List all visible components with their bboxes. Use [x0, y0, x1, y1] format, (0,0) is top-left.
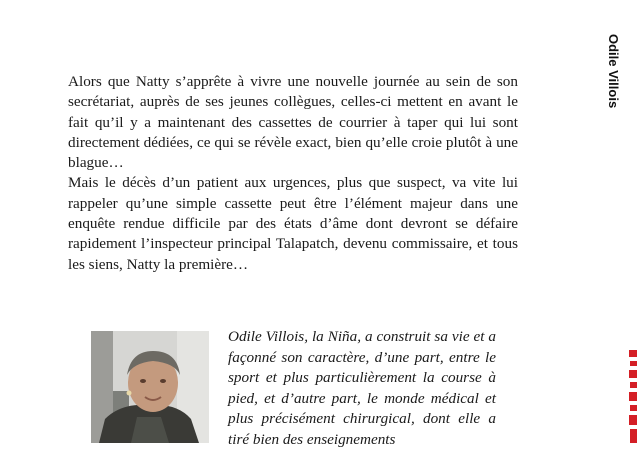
spine-mark-7 — [629, 415, 637, 425]
author-photo — [91, 331, 209, 443]
spine-mark-3 — [629, 370, 637, 378]
back-cover-blurb — [68, 72, 518, 275]
spine-mark-8 — [630, 429, 637, 443]
spine-mark-4 — [630, 382, 637, 388]
spine-mark-6 — [630, 405, 637, 411]
blurb-paragraph-1: Alors que Natty s’apprête à vivre une nouvelle journée au sein de son secrétariat, auprès de ses jeunes collègues, celles-ci mettent en avant le fait qu’il y a maintenant des cassettes de courrier à taper qui lui sont directement dédiées, ce qui se révèle exact, bien qu’elle croie plutôt à une blague… — [68, 73, 518, 172]
author-bio: Odile Villois, la Niña, a construit sa vie et a façonné son caractère, d’une part, entre le sport et plus particulièrement la course à pied, et d’autre part, le monde médical et plus précisément chirurgical, dont elle a tiré bien des enseignements — [228, 328, 496, 448]
spine-author-name: Odile Villois — [606, 34, 621, 109]
spine-mark-1 — [629, 350, 637, 357]
spine-mark-2 — [630, 361, 637, 366]
blurb-paragraph-2: Mais le décès d’un patient aux urgences, plus que suspect, va vite lui rappeler qu’une simple cassette peut être l’élément majeur dans une enquête rendue difficile par des états d’âme dont devront se défaire rapidement l’inspecteur principal Talapatch, devenu commissaire, et tous les siens, Natty la première… — [68, 174, 518, 273]
spine-mark-5 — [629, 392, 637, 401]
spine-red-lettering — [626, 330, 640, 443]
author-portrait-image — [91, 331, 209, 443]
spine-title-graphic — [626, 330, 640, 443]
